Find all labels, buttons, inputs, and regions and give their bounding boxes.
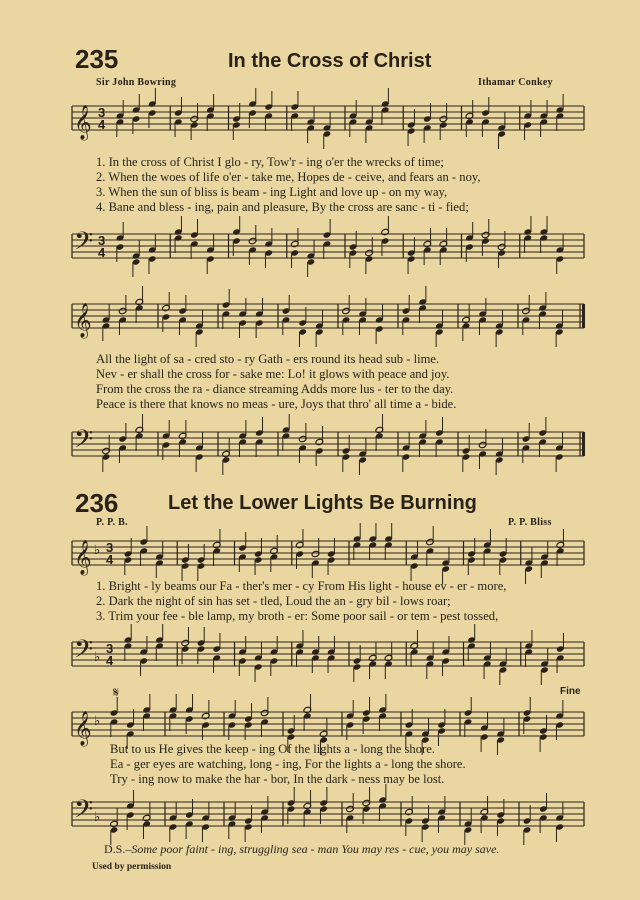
- time-signature-icon: 3: [98, 105, 106, 120]
- ds-label: D.S.–: [104, 842, 132, 856]
- hymn-number: 235: [75, 44, 119, 74]
- lyric-line: Ea - ger eyes are watching, long - ing, For the lights a - long the shore.: [110, 757, 466, 771]
- verse-number: 1.: [96, 155, 106, 169]
- bass-clef-icon: 𝄢: [74, 227, 94, 262]
- lyric-line: [96, 594, 506, 609]
- lyric-line: All the light of sa - cred sto - ry Gath - ers round its head sub - lime.: [96, 352, 440, 366]
- time-signature-icon: 3: [98, 233, 106, 248]
- hymn-number: 236: [75, 488, 119, 518]
- time-signature-icon: 4: [106, 653, 114, 668]
- lyric-line: [96, 185, 481, 200]
- flat-icon: ♭: [94, 649, 101, 664]
- lyric-text: Bright - ly beams our Fa - ther's mer - cy From His light - house ev - er - more,: [108, 579, 507, 593]
- treble-clef-icon: 𝄞: [74, 303, 92, 338]
- verse-number: 3.: [96, 185, 106, 199]
- music-credit: Ithamar Conkey: [478, 77, 553, 88]
- time-signature-icon: 4: [106, 552, 114, 567]
- lyric-text: When the woes of life o'er - take me, Hopes de - ceive, and fears an - noy,: [108, 170, 481, 184]
- bass-staff: [0, 424, 640, 474]
- lyric-line: [96, 609, 506, 624]
- words-credit: Sir John Bowring: [96, 77, 177, 88]
- lyric-line: Peace is there that knows no meas - ure, Joys that thro' all time a - bide.: [96, 397, 457, 411]
- lyric-line: [96, 579, 506, 594]
- hymn-title: Let the Lower Lights Be Burning: [168, 492, 477, 514]
- lyric-text: When the sun of bliss is beam - ing Light and love up - on my way,: [108, 185, 448, 199]
- verse-block: [96, 579, 506, 624]
- lyric-line: But to us He gives the keep - ing Of the lights a - long the shore.: [110, 742, 435, 756]
- treble-clef-icon: 𝄞: [74, 711, 92, 746]
- bass-clef-icon: 𝄢: [74, 635, 94, 670]
- verse-number: 4.: [96, 200, 106, 214]
- segno-icon: 𝄋: [113, 686, 120, 701]
- verse-block: [96, 352, 456, 412]
- words-credit: P. P. B.: [96, 517, 128, 528]
- time-signature-icon: 4: [98, 117, 106, 132]
- lyric-line: Nev - er shall the cross for - sake me: Lo! it glows with peace and joy.: [96, 367, 450, 381]
- time-signature-icon: 4: [98, 245, 106, 260]
- lyric-line: Try - ing now to make the har - bor, In the dark - ness may be lost.: [110, 772, 445, 786]
- treble-clef-icon: 𝄞: [74, 105, 92, 140]
- lyric-text: In the cross of Christ I glo - ry, Tow'r - ing o'er the wrecks of time;: [108, 155, 444, 169]
- lyric-text: Dark the night of sin has set - tled, Loud the an - gry bil - lows roar;: [108, 594, 451, 608]
- lyric-text: Trim your fee - ble lamp, my broth - er: Some poor sail - or tem - pest tossed,: [108, 609, 499, 623]
- flat-icon: ♭: [94, 713, 101, 728]
- treble-clef-icon: 𝄞: [74, 540, 92, 575]
- permission-note: Used by permission: [92, 862, 172, 872]
- bass-staff: [0, 634, 640, 684]
- treble-staff: [0, 296, 640, 346]
- treble-staff: [0, 533, 640, 583]
- lyric-line: From the cross the ra - diance streaming Adds more lus - ter to the day.: [96, 382, 454, 396]
- lyric-line: [96, 155, 481, 170]
- verse-number: 1.: [96, 579, 106, 593]
- bass-clef-icon: 𝄢: [74, 795, 94, 830]
- verse-number: 2.: [96, 594, 106, 608]
- time-signature-icon: 3: [106, 641, 114, 656]
- hymn-title: In the Cross of Christ: [228, 50, 432, 72]
- flat-icon: ♭: [94, 809, 101, 824]
- bass-clef-icon: 𝄢: [74, 425, 94, 460]
- verse-block: [96, 155, 481, 215]
- bass-staff: [0, 794, 640, 844]
- fine-label: Fine: [560, 686, 581, 697]
- ds-text: Some poor faint - ing, struggling sea - man You may res - cue, you may save.: [131, 842, 500, 856]
- time-signature-icon: 3: [106, 540, 114, 555]
- lyric-line: [96, 200, 481, 215]
- flat-icon: ♭: [94, 542, 101, 557]
- bass-staff: [0, 226, 640, 276]
- music-credit: P. P. Bliss: [508, 517, 552, 528]
- ds-line: [104, 842, 499, 857]
- lyric-text: Bane and bless - ing, pain and pleasure, By the cross are sanc - ti - fied;: [108, 200, 469, 214]
- verse-number: 3.: [96, 609, 106, 623]
- verse-number: 2.: [96, 170, 106, 184]
- verse-block: [110, 742, 466, 787]
- treble-staff: [0, 98, 640, 148]
- lyric-line: [96, 170, 481, 185]
